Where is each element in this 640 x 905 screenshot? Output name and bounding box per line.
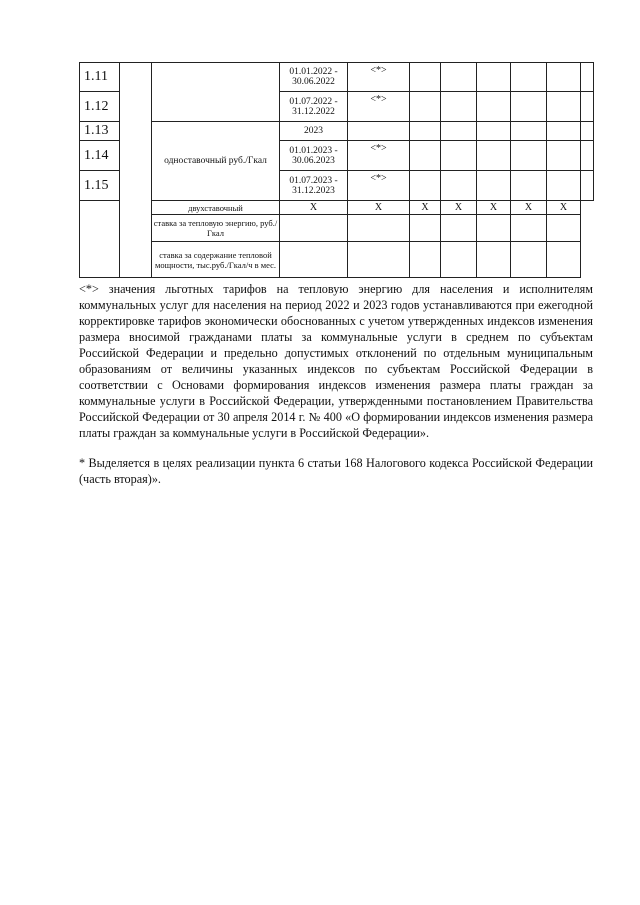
tariff-mark: <*> [348, 141, 410, 171]
x-mark: X [348, 201, 410, 215]
period-cell: 01.01.2022 - 30.06.2022 [280, 63, 348, 92]
empty-cell [120, 63, 152, 278]
x-mark: X [547, 201, 581, 215]
tax-footnote: * Выделяется в целях реализации пункта 6 статьи 168 Налогового кодекса Российской Федерации (часть вторая)». [79, 456, 593, 486]
empty-cell [80, 201, 120, 278]
one-part-rate-label: одноставочный руб./Гкал [152, 122, 280, 201]
period-cell: 01.01.2023 - 30.06.2023 [280, 141, 348, 171]
table-row [80, 215, 594, 242]
row-number: 1.11 [80, 63, 120, 92]
period-cell: 01.07.2023 - 31.12.2023 [280, 171, 348, 201]
table-row [80, 242, 594, 278]
empty-cell [152, 63, 280, 122]
period-cell: 2023 [280, 122, 348, 141]
row-number: 1.12 [80, 92, 120, 122]
two-part-rate-label: двухставочный [152, 201, 280, 215]
period-cell: 01.07.2022 - 31.12.2022 [280, 92, 348, 122]
x-mark: X [511, 201, 547, 215]
x-mark: X [477, 201, 511, 215]
row-number: 1.14 [80, 141, 120, 171]
tariff-mark: <*> [348, 171, 410, 201]
tariff-footnote: <*> значения льготных тарифов на тепловую энергию для населения и исполнителям коммунальных услуг для населения на период 2022 и 2023 годов устанавливаются при ежегодной корректировке тарифов экономически обоснованных с учетом утвержденных индексов изменения размера вносимой гражданами платы за коммунальные услуги в среднем по субъектам Российской Федерации и предельно допустимых отклонений по отдельным муниципальным образованиям от величины указанных индексов по субъектам Российской Федерации в соответствии с Основами формирования индексов изменения размера платы граждан за коммунальные услуги в Российской Федерации, утвержденными постановлением Правительства Российской Федерации от 30 апреля 2014 г. № 400 «О формировании индексов изменения размера платы граждан за коммунальные услуги в Российской Федерации». [79, 282, 593, 440]
heat-energy-rate-label: ставка за тепловую энергию, руб./Гкал [152, 215, 280, 242]
tariff-table [79, 62, 594, 278]
x-mark: X [441, 201, 477, 215]
capacity-rate-label: ставка за содержание тепловой мощности, тыс.руб./Гкал/ч в мес. [152, 242, 280, 278]
table-row [80, 201, 594, 215]
table-row [80, 63, 594, 92]
tariff-mark: <*> [348, 92, 410, 122]
row-number: 1.15 [80, 171, 120, 201]
tariff-mark [348, 122, 410, 141]
x-mark: X [410, 201, 441, 215]
table-row [80, 122, 594, 141]
row-number: 1.13 [80, 122, 120, 141]
x-mark: X [280, 201, 348, 215]
tariff-mark: <*> [348, 63, 410, 92]
